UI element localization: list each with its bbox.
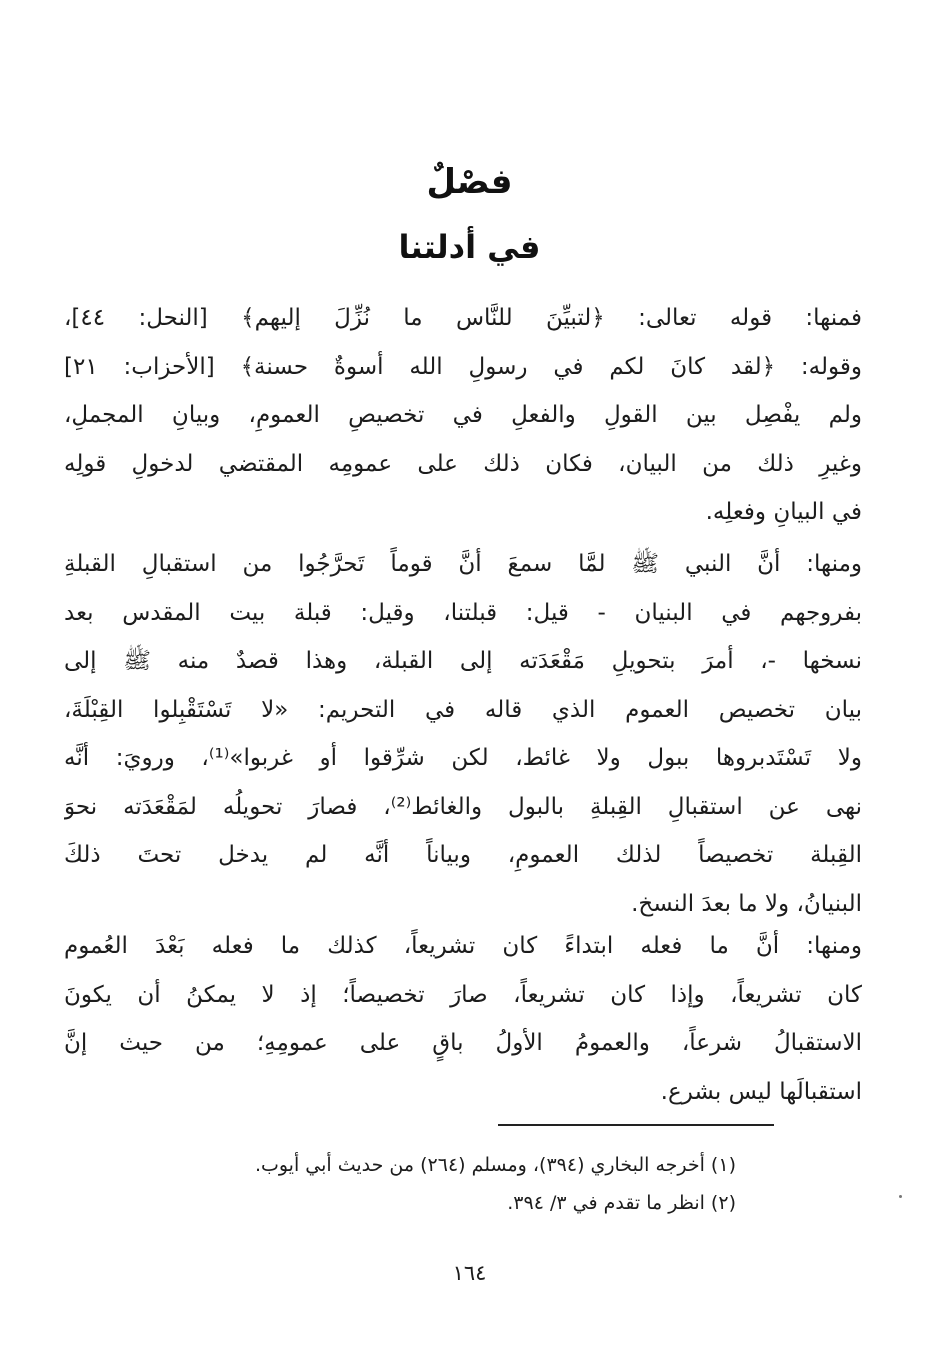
paragraph-3 xyxy=(64,922,862,1116)
scan-speck xyxy=(899,1195,902,1198)
chapter-heading: فصْلٌ xyxy=(426,162,513,202)
text-line: نسخها -، أمرَ بتحويلِ مَقْعَدَته إلى القبلة، وهذا قصدٌ منه ﷺ إلى xyxy=(64,648,862,674)
text-line: استقبالَها ليس بشرع. xyxy=(660,1078,862,1105)
paragraph-1 xyxy=(64,294,862,537)
footnotes xyxy=(120,1146,736,1222)
text-line: وغيرِ ذلك من البيان، فكان ذلك على عمومِه المقتضي لدخولِ قولِه xyxy=(64,450,862,477)
text-line: بفروجهم في البنيان - قيل: قبلتنا، وقيل: قبلة بيت المقدس بعد xyxy=(64,599,862,626)
text-line: ومنها: أنَّ ما فعله ابتداءً كان تشريعاً، كذلك ما فعله بَعْدَ العُموم xyxy=(64,933,862,959)
footnote-1: (١) أخرجه البخاري (٣٩٤)، ومسلم (٢٦٤) من حديث أبي أيوب. xyxy=(254,1154,736,1176)
text-line: ولم يفْصِل بين القولِ والفعلِ في تخصيصِ العمومِ، وبيانِ المجملِ، xyxy=(64,402,862,428)
footnote-2: (٢) انظر ما تقدم في ٣/ ٣٩٤. xyxy=(507,1192,736,1214)
text-line: ولا تَسْتَدبروها ببول ولا غائط، لكن شرِّقوا أو غربوا»⁽¹⁾، ورويَ: أنَّه xyxy=(64,745,862,771)
text-line: كان تشريعاً، وإذا كان تشريعاً، صارَ تخصيصاً؛ إذ لا يمكنُ أن يكونَ xyxy=(64,981,862,1008)
page-number: ١٦٤ xyxy=(452,1261,487,1285)
chapter-subheading: في أدلتنا xyxy=(398,228,541,266)
text-line: في البيانِ وفعلِه. xyxy=(705,499,862,525)
text-line: بيان تخصيص العموم الذي قاله في التحريم: «لا تَسْتَقْبِلوا القِبْلَةَ، xyxy=(64,696,862,723)
text-line: القِبلة تخصيصاً لذلك العمومِ، وبياناً أنَّه لم يدخل تحتَ ذلكَ xyxy=(64,842,862,868)
paragraph-2 xyxy=(64,540,862,928)
footnote-separator xyxy=(498,1124,774,1126)
text-line: وقوله: ﴿لقد كانَ لكم في رسولِ الله أسوةٌ حسنة﴾ [الأحزاب: ٢١] xyxy=(64,353,862,380)
text-line: نهى عن استقبالِ القِبلةِ بالبول والغائط⁽²⁾، فصارَ تحويلُه لمَقْعَدَته نحوَ xyxy=(64,793,862,820)
text-line: فمنها: قوله تعالى: ﴿لتبيِّنَ للنَّاس ما نُزِّلَ إليهم﴾ [النحل: ٤٤]، xyxy=(64,305,862,331)
text-line: الاستقبالُ شرعاً، والعمومُ الأولُ باقٍ على عمومِهِ؛ من حيث إنَّ xyxy=(64,1030,862,1056)
text-line: ومنها: أنَّ النبي ﷺ لمَّا سمعَ أنَّ قوماً تَحرَّجُوا من استقبالِ القبلةِ xyxy=(64,551,862,577)
text-line: البنيانُ، ولا ما بعدَ النسخ. xyxy=(631,890,862,917)
